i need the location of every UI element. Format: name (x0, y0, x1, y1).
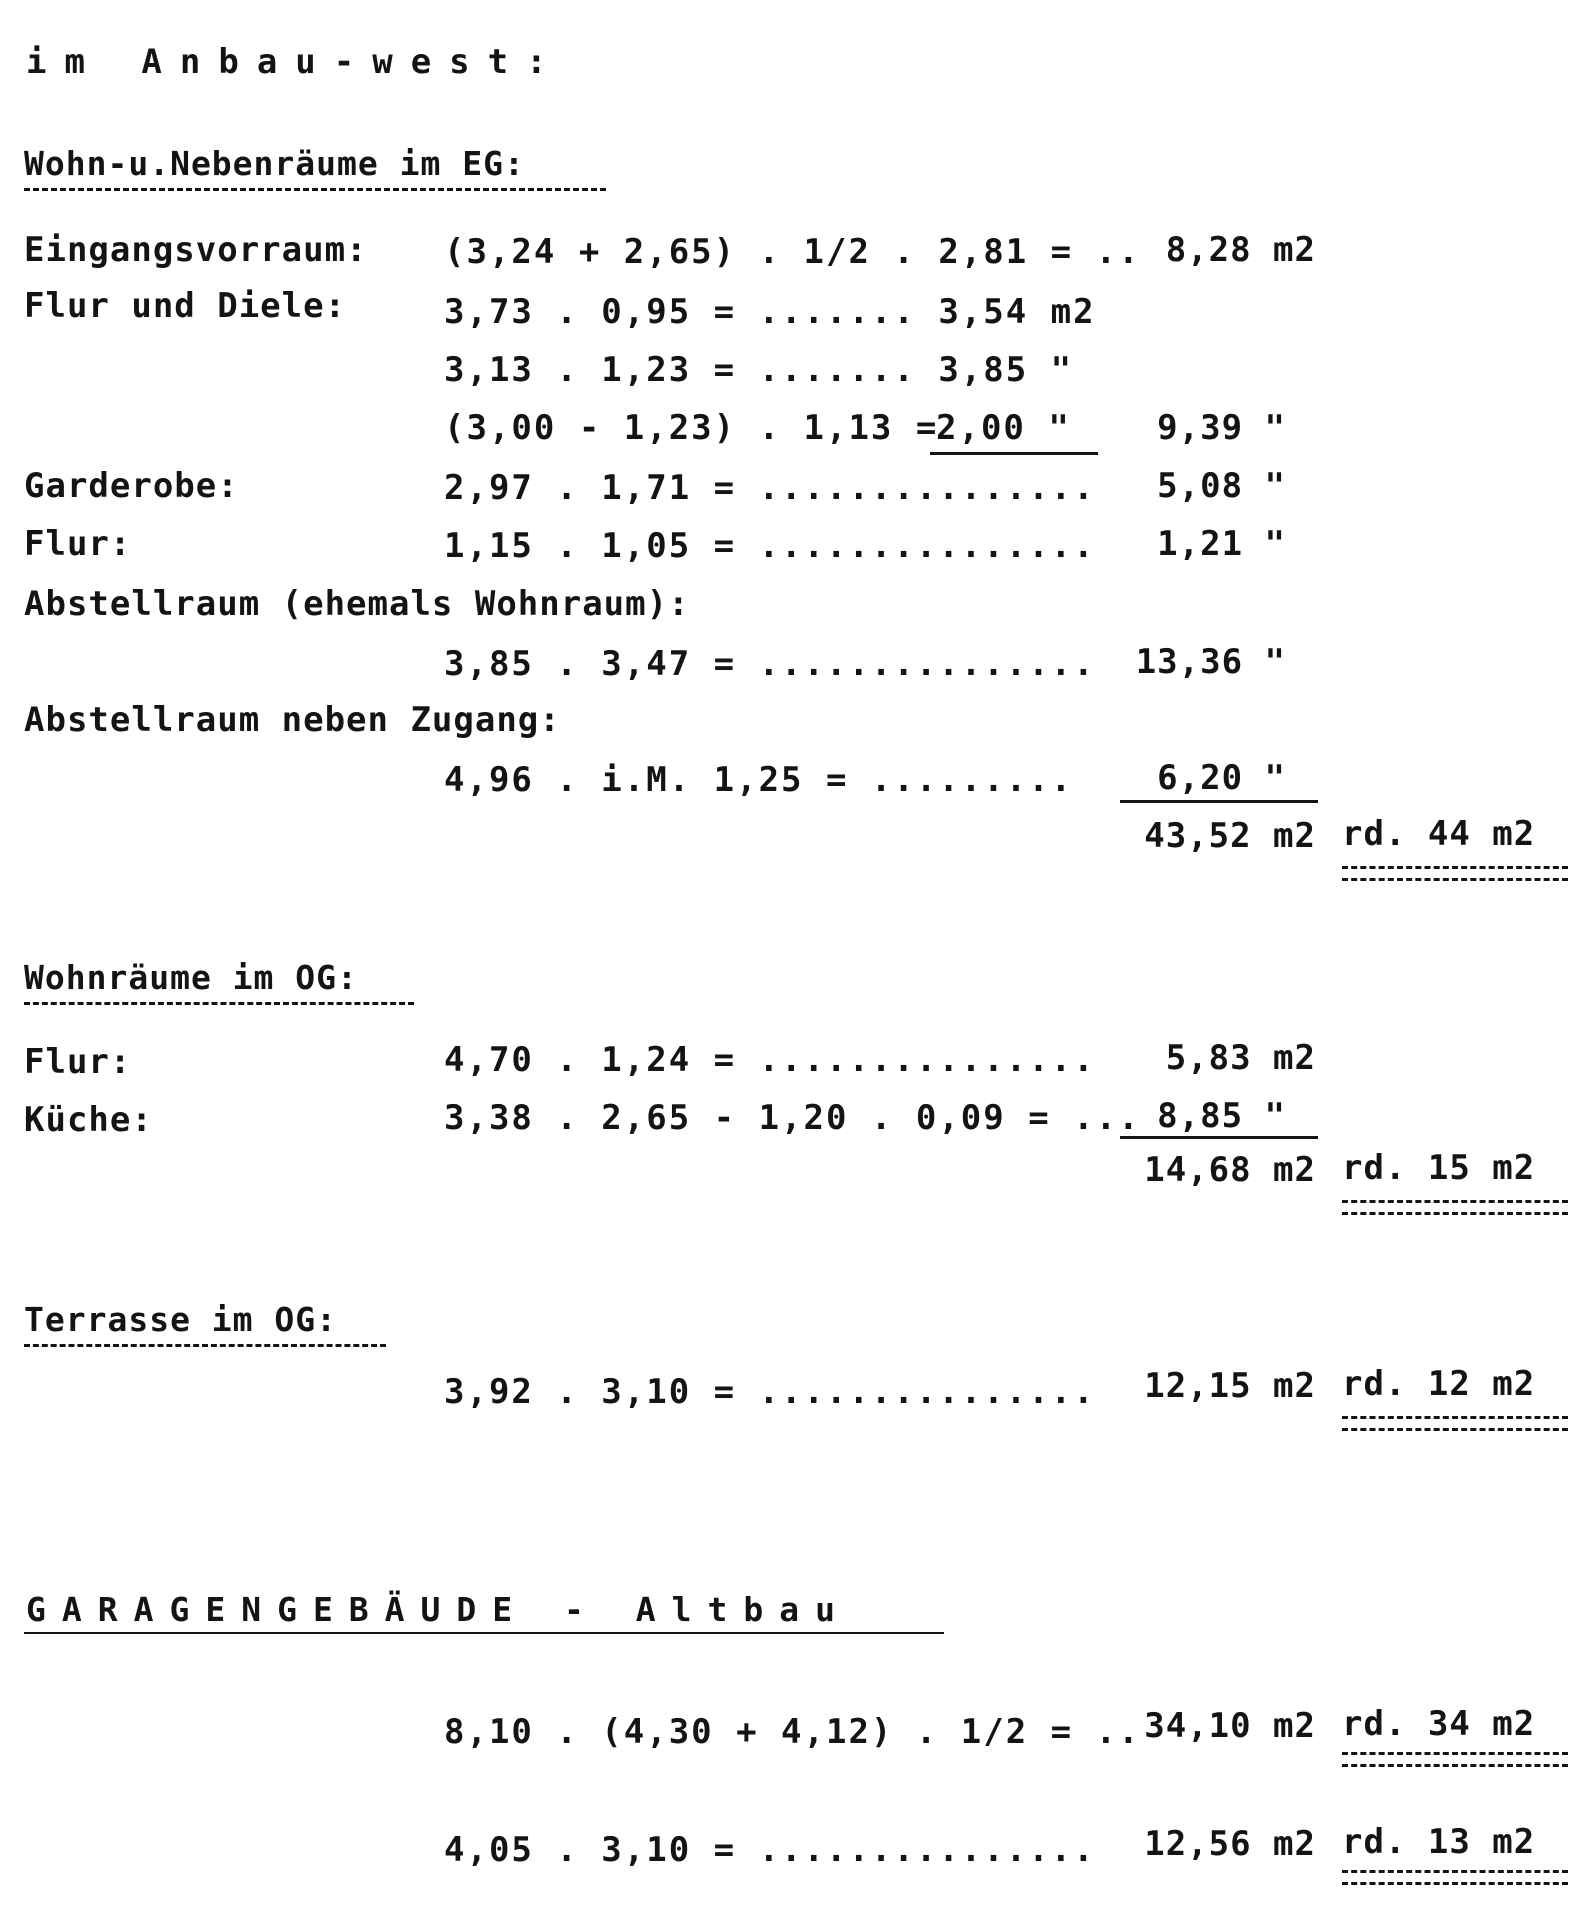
section-total-rounded: rd. 12 m2 (1342, 1364, 1536, 1404)
row-calculation: 1,15 . 1,05 = ............... (444, 526, 1096, 566)
row-value: 13,36 " (1135, 642, 1286, 682)
row-label: Küche: (24, 1100, 153, 1140)
section-heading-garage: GARAGENGEBÄUDE - Altbau (26, 1590, 851, 1629)
section-total: 43,52 m2 (1144, 816, 1316, 856)
double-underline (1342, 1200, 1568, 1215)
row-calculation: 8,10 . (4,30 + 4,12) . 1/2 = .. (444, 1712, 1141, 1752)
row-calculation: 4,96 . i.M. 1,25 = ......... (444, 760, 1074, 800)
row-value: 9,39 " (1157, 408, 1286, 448)
row-calculation: 3,13 . 1,23 = ....... 3,85 " (444, 350, 1074, 390)
row-calculation: 3,38 . 2,65 - 1,20 . 0,09 = ... (444, 1098, 1141, 1138)
row-calculation: 3,92 . 3,10 = ............... (444, 1372, 1096, 1412)
row-value: 12,56 m2 (1144, 1824, 1316, 1864)
row-label: Flur: (24, 524, 132, 564)
heading-underline (24, 188, 606, 191)
row-label: Flur und Diele: (24, 286, 347, 326)
row-value: 6,20 " (1157, 758, 1286, 798)
sum-underline (1120, 800, 1318, 803)
section-total-rounded: rd. 34 m2 (1342, 1704, 1536, 1744)
row-label: Eingangsvorraum: (24, 230, 368, 270)
row-calculation: (3,24 + 2,65) . 1/2 . 2,81 = .. (444, 232, 1141, 272)
row-label: Abstellraum neben Zugang: (24, 700, 561, 740)
heading-underline (24, 1344, 386, 1347)
section-heading-eg: Wohn-u.Nebenräume im EG: (24, 144, 525, 183)
row-calculation: 3,85 . 3,47 = ............... (444, 644, 1096, 684)
row-label: Flur: (24, 1042, 132, 1082)
heading-underline (24, 1632, 944, 1634)
row-value: 5,08 " (1157, 466, 1286, 506)
double-underline (1342, 1870, 1568, 1885)
row-calculation: 4,70 . 1,24 = ............... (444, 1040, 1096, 1080)
row-calculation: (3,00 - 1,23) . 1,13 = (444, 408, 961, 448)
row-calculation: 3,73 . 0,95 = ....... 3,54 m2 (444, 292, 1096, 332)
row-value: 1,21 " (1157, 524, 1286, 564)
row-value: 5,83 m2 (1165, 1038, 1316, 1078)
row-value: 8,28 m2 (1165, 230, 1316, 270)
section-total-rounded: rd. 13 m2 (1342, 1822, 1536, 1862)
row-value: 12,15 m2 (1144, 1366, 1316, 1406)
section-total-rounded: rd. 15 m2 (1342, 1148, 1536, 1188)
row-subtotal: 2,00 " (936, 408, 1071, 448)
heading-underline (24, 1002, 414, 1005)
double-underline (1342, 1416, 1568, 1431)
sum-underline (1120, 1136, 1318, 1139)
row-calculation: 2,97 . 1,71 = ............... (444, 468, 1096, 508)
document-title: im Anbau-west: (26, 42, 565, 82)
row-value: 8,85 " (1157, 1096, 1286, 1136)
row-label: Abstellraum (ehemals Wohnraum): (24, 584, 690, 624)
section-total-rounded: rd. 44 m2 (1342, 814, 1536, 854)
subtotal-underline (930, 452, 1098, 455)
double-underline (1342, 1752, 1568, 1767)
row-value: 34,10 m2 (1144, 1706, 1316, 1746)
row-label: Garderobe: (24, 466, 239, 506)
double-underline (1342, 866, 1568, 881)
section-heading-og: Wohnräume im OG: (24, 958, 358, 997)
section-heading-terrasse: Terrasse im OG: (24, 1300, 338, 1339)
row-calculation: 4,05 . 3,10 = ............... (444, 1830, 1096, 1870)
section-total: 14,68 m2 (1144, 1150, 1316, 1190)
